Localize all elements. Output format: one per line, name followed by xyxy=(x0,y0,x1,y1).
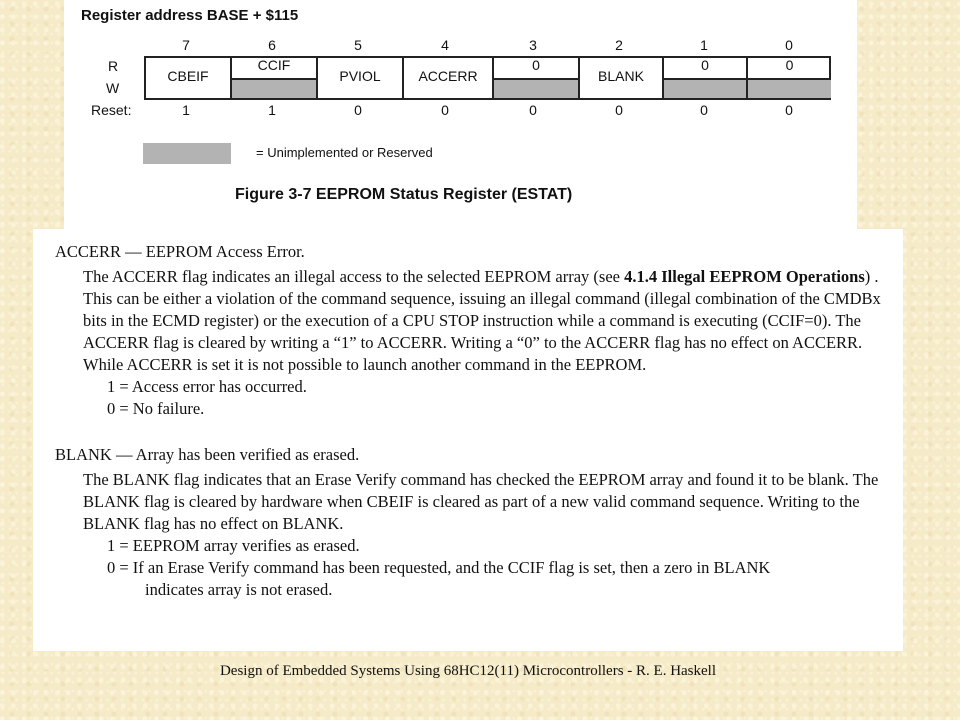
figure-caption: Figure 3-7 EEPROM Status Register (ESTAT) xyxy=(235,186,573,203)
bit-label-bit3: 0 xyxy=(532,57,540,73)
register-bit-grid xyxy=(144,56,831,100)
bit-label-cbeif: CBEIF xyxy=(167,68,209,84)
reset-value-bit4: 0 xyxy=(441,102,449,118)
bit-label-bit0: 0 xyxy=(785,57,794,73)
description-text xyxy=(55,241,895,601)
bit-number-4: 4 xyxy=(441,37,449,53)
bit-number-2: 2 xyxy=(615,37,623,53)
reset-value-bit7: 1 xyxy=(182,102,190,118)
rw-split-bit3 xyxy=(492,78,578,80)
bit-label-bit1: 0 xyxy=(701,57,709,73)
row-label-write: W xyxy=(106,80,120,96)
bit-label-ccif: CCIF xyxy=(257,57,291,73)
accerr-value-zero: 0 = No failure. xyxy=(107,399,205,418)
accerr-desc-pre: The ACCERR flag indicates an illegal access to the selected EEPROM array (see xyxy=(83,267,625,286)
blank-value-one: 1 = EEPROM array verifies as erased. xyxy=(107,536,360,555)
bit-number-6: 6 xyxy=(268,37,276,53)
blank-heading: BLANK — Array has been verified as erased. xyxy=(55,445,360,464)
reserved-cell-bit6-w xyxy=(230,80,316,98)
bit-label-accerr: ACCERR xyxy=(418,68,478,84)
row-label-reset: Reset: xyxy=(91,102,132,118)
reset-value-bit3: 0 xyxy=(529,102,537,118)
reset-value-bit1: 0 xyxy=(700,102,708,118)
register-figure xyxy=(64,0,857,232)
bit-number-3: 3 xyxy=(529,37,537,53)
bit-number-5: 5 xyxy=(354,37,362,53)
description-panel xyxy=(33,229,903,651)
accerr-value-one: 1 = Access error has occurred. xyxy=(107,377,307,396)
bit-number-1: 1 xyxy=(700,37,708,53)
reset-value-bit5: 0 xyxy=(354,102,362,118)
bit-label-blank: BLANK xyxy=(598,68,644,84)
reset-value-bit2: 0 xyxy=(615,102,623,118)
accerr-desc-reference: 4.1.4 Illegal EEPROM Operations xyxy=(624,267,865,286)
bit-number-0: 0 xyxy=(785,37,793,53)
accerr-heading: ACCERR — EEPROM Access Error. xyxy=(55,242,305,261)
reserved-legend-swatch xyxy=(143,143,231,164)
reserved-legend-text: = Unimplemented or Reserved xyxy=(256,145,433,160)
row-label-read: R xyxy=(108,58,119,74)
accerr-description xyxy=(55,266,895,376)
reserved-cell-bit3-w xyxy=(492,80,578,98)
blank-description: The BLANK flag indicates that an Erase Verify command has checked the EEPROM array and found it to be blank. The BLANK flag is cleared by hardware when CBEIF is cleared as part of a new valid command sequence. Writing to the BLANK flag has no effect on BLANK. xyxy=(83,470,879,533)
register-address-title: Register address BASE + $115 xyxy=(81,7,299,24)
bit-number-7: 7 xyxy=(182,37,190,53)
bit-label-pviol: PVIOL xyxy=(339,68,381,84)
slide-footer: Design of Embedded Systems Using 68HC12(11) Microcontrollers - R. E. Haskell xyxy=(219,663,717,679)
reset-value-bit6: 1 xyxy=(268,102,276,118)
accerr-desc-post: ) . This can be either a violation of the command sequence, issuing an illegal command (illegal combination of the CMDBx bits in the ECMD register) or the execution of a CPU STOP instruction while a command is executing (CCIF=0). The ACCERR flag is cleared by writing a “1” to ACCERR. Writing a “0” to the ACCERR flag has no effect on ACCERR. While ACCERR is set it is not possible to launch another command in the EEPROM. xyxy=(83,267,881,374)
blank-value-zero-cont: indicates array is not erased. xyxy=(145,580,333,599)
blank-value-zero: 0 = If an Erase Verify command has been requested, and the CCIF flag is set, then a zero in BLANK xyxy=(107,558,771,577)
reset-value-bit0: 0 xyxy=(785,102,793,118)
rw-split-bit6 xyxy=(230,78,316,80)
